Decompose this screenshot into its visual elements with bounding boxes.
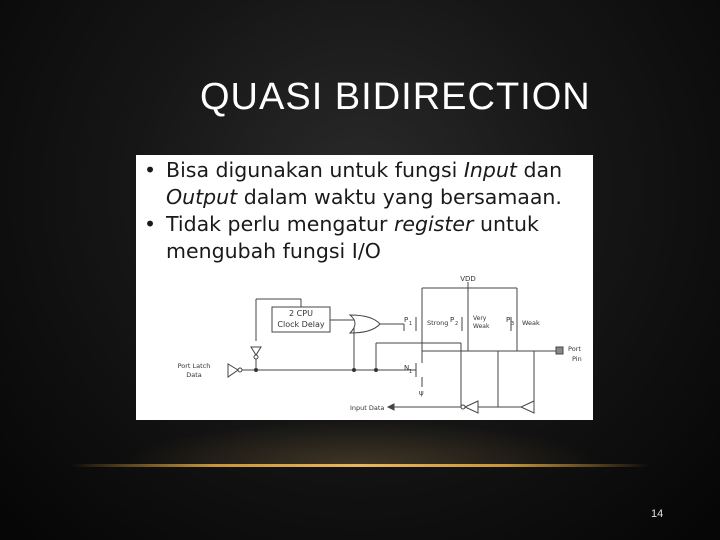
latch-buffer-bubble: [238, 368, 242, 372]
input-buffer-1: [521, 401, 534, 413]
bullet-text: Tidak perlu mengatur: [166, 212, 394, 236]
n1-sub: 1: [409, 369, 413, 375]
p2-label: P: [450, 316, 455, 324]
quasi-bidirectional-circuit-diagram: [136, 155, 593, 420]
port-latch-label-2: Data: [186, 371, 202, 379]
p2-sub: 2: [455, 321, 459, 327]
bullet-text: dalam waktu yang bersamaan.: [237, 185, 562, 209]
page-number: 14: [651, 508, 664, 520]
bottom-glow-haze: [120, 420, 600, 466]
port-pin-label: Port: [568, 345, 581, 353]
latch-inverter-bubble: [254, 355, 258, 359]
junction-dot: [374, 368, 378, 372]
bullet-text: Bisa digunakan untuk fungsi: [166, 158, 464, 182]
junction-dot: [254, 368, 258, 372]
p3-label: P: [506, 316, 511, 324]
latch-inverter: [251, 347, 261, 355]
input-buffer-2: [465, 401, 478, 413]
p1-label: P: [404, 316, 409, 324]
bullet-dot: •: [144, 212, 157, 236]
p1-strength: Strong: [427, 319, 449, 327]
latch-buffer: [228, 364, 238, 377]
input-data-label: Input Data: [350, 404, 385, 412]
p1-sub: 1: [409, 321, 413, 327]
input-buffer-bubble: [461, 405, 465, 409]
p2-strength-2: Weak: [473, 323, 490, 330]
vdd-label: VDD: [460, 275, 476, 283]
port-pin-sub: Pin: [572, 355, 582, 363]
n1-label: N: [404, 364, 410, 372]
clock-delay-label-2: Clock Delay: [277, 320, 325, 329]
p2-strength-1: Very: [473, 315, 487, 322]
port-latch-label-1: Port Latch: [177, 362, 211, 370]
p3-sub: 3: [511, 321, 515, 327]
port-pin-pad: [556, 347, 563, 354]
content-panel: [136, 155, 593, 420]
bottom-gold-divider: [70, 464, 650, 467]
bullet-italic-output: Output: [166, 185, 238, 209]
clock-delay-label-1: 2 CPU: [289, 309, 313, 318]
junction-dot: [352, 368, 356, 372]
bullet-italic-register: register: [393, 212, 474, 236]
bullet-dot: •: [144, 158, 157, 182]
bullet-text: untuk mengubah fungsi I/O: [166, 212, 539, 263]
p3-strength: Weak: [522, 319, 540, 327]
ground-symbol: ψ: [419, 389, 424, 397]
bullet-italic-input: Input: [463, 158, 517, 182]
input-data-arrow: [388, 404, 394, 410]
slide-title: QUASI BIDIRECTION: [200, 76, 591, 118]
bullet-text: dan: [516, 158, 563, 182]
